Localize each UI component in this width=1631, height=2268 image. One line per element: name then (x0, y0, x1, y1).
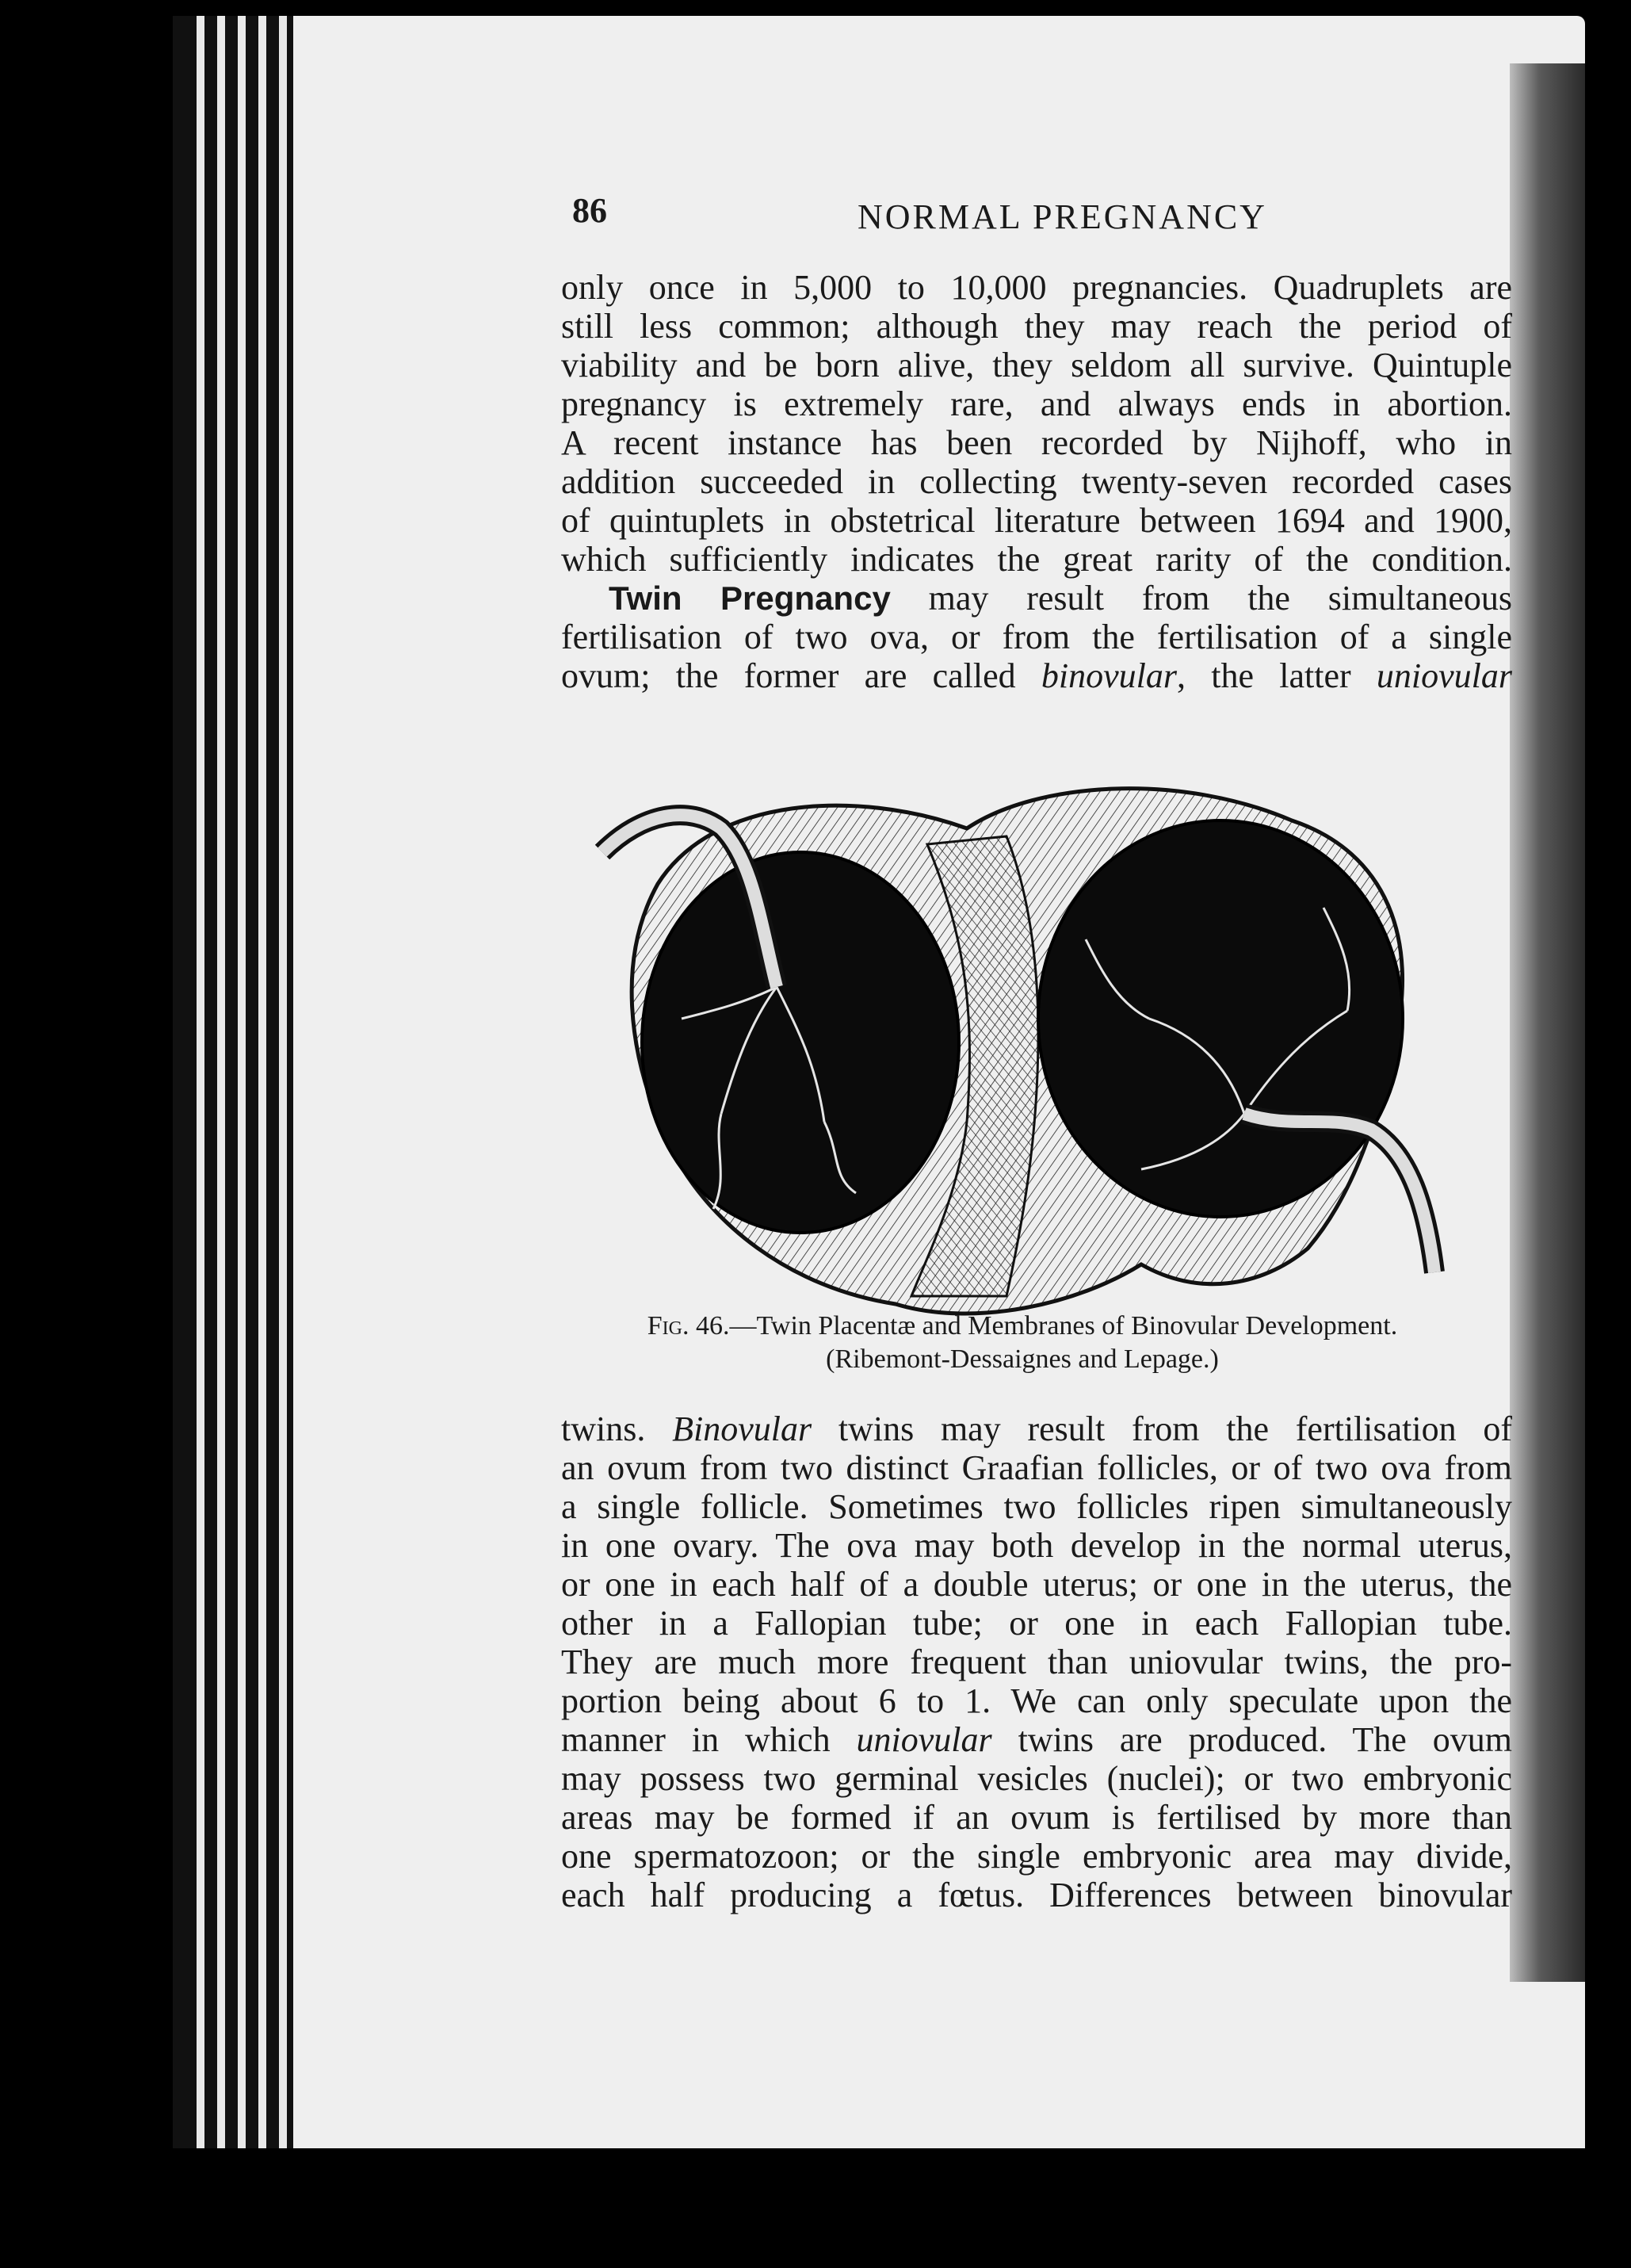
text-run: twins may result from the fertilisation of (812, 1409, 1512, 1448)
text-line: other in a Fallopian tube; or one in each Fallopian tube. (561, 1604, 1512, 1643)
text-line: addition succeeded in collecting twenty-seven recorded cases (561, 462, 1512, 501)
page-number: 86 (572, 191, 607, 230)
body-text-top (561, 268, 1512, 695)
page-edge (279, 16, 287, 2148)
section-heading: Twin Pregnancy (609, 579, 891, 617)
text-run: twins are produced. The ovum (991, 1720, 1512, 1759)
text-run: manner in which (561, 1720, 857, 1759)
figure-caption (571, 1310, 1474, 1376)
text-run: ovum; the former are called (561, 656, 1041, 695)
running-head: NORMAL PREGNANCY (858, 197, 1267, 236)
text-run: twins. (561, 1409, 673, 1448)
page-edge (238, 16, 246, 2148)
caption-text: —Twin Placentæ and Membranes of Binovular Development. (729, 1311, 1398, 1341)
text-run: , the latter (1177, 656, 1377, 695)
text-line: pregnancy is extremely rare, and always ends in abortion. (561, 384, 1512, 423)
page-edge (258, 16, 266, 2148)
text-line (561, 1409, 1512, 1448)
placenta-right (1038, 820, 1403, 1217)
text-line: in one ovary. The ova may both develop in the normal uterus, (561, 1526, 1512, 1565)
text-line: only once in 5,000 to 10,000 pregnancies. Quadruplets are (561, 268, 1512, 307)
text-line: which sufficiently indicates the great rarity of the condition. (561, 540, 1512, 579)
text-line: still less common; although they may reach the period of (561, 307, 1512, 346)
italic-term: Binovular (672, 1409, 812, 1448)
caption-line (571, 1310, 1474, 1343)
figure-label: Fig. 46. (647, 1311, 730, 1341)
book-spine-shadow (1510, 63, 1585, 1982)
text-line: each half producing a fœtus. Differences between binovular (561, 1876, 1512, 1914)
text-line: a single follicle. Sometimes two follicles ripen simultaneously (561, 1487, 1512, 1526)
text-line: fertilisation of two ova, or from the fertilisation of a single (561, 618, 1512, 656)
text-line (561, 1720, 1512, 1759)
italic-term: uniovular (1376, 656, 1513, 695)
italic-term: uniovular (856, 1720, 992, 1759)
placenta-left (642, 852, 959, 1233)
text-line: an ovum from two distinct Graafian follicles, or of two ova from (561, 1448, 1512, 1487)
figure-twin-placentae (594, 781, 1474, 1328)
text-line (561, 579, 1512, 618)
text-line: A recent instance has been recorded by Nijhoff, who in (561, 423, 1512, 462)
caption-credit: (Ribemont-Dessaignes and Lepage.) (826, 1344, 1219, 1374)
text-line: viability and be born alive, they seldom all survive. Quintuple (561, 346, 1512, 384)
text-line: areas may be formed if an ovum is fertilised by more than (561, 1798, 1512, 1837)
text-line: or one in each half of a double uterus; or one in the uterus, the (561, 1565, 1512, 1604)
placentae-illustration (594, 781, 1474, 1328)
page-header (572, 190, 1460, 238)
text-line: They are much more frequent than uniovular twins, the pro- (561, 1643, 1512, 1681)
text-line: of quintuplets in obstetrical literature between 1694 and 1900, (561, 501, 1512, 540)
text-line: one spermatozoon; or the single embryonic area may divide, (561, 1837, 1512, 1876)
text-run: may result from the simultaneous (890, 579, 1512, 618)
body-text-bottom (561, 1409, 1512, 1914)
text-line: portion being about 6 to 1. We can only speculate upon the (561, 1681, 1512, 1720)
page-edge (197, 16, 204, 2148)
text-line: may possess two germinal vesicles (nuclei); or two embryonic (561, 1759, 1512, 1798)
text-line (561, 656, 1512, 695)
italic-term: binovular (1041, 656, 1178, 695)
page-edge (217, 16, 225, 2148)
